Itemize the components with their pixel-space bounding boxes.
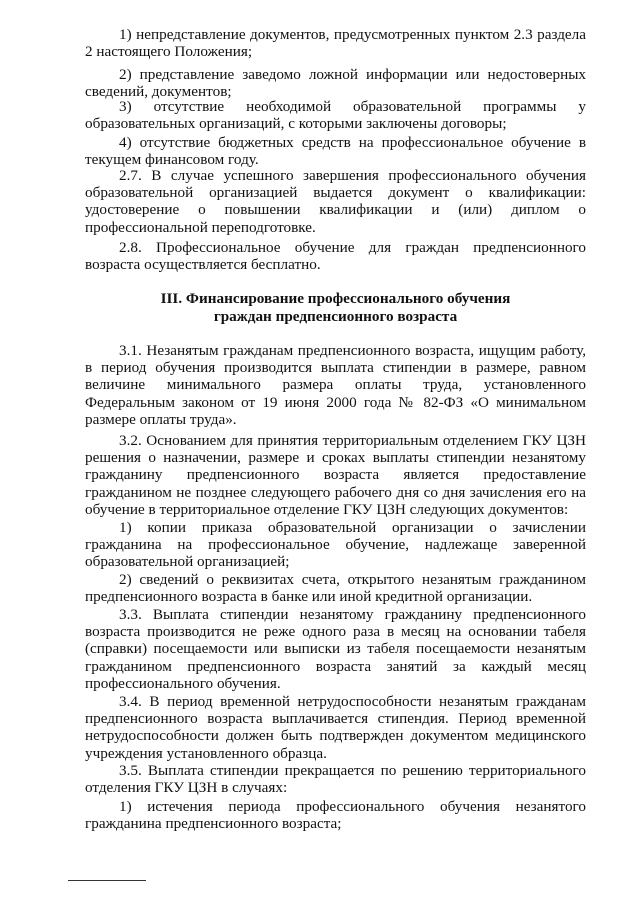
section-heading-line1: III. Финансирование профессионального обучения — [160, 290, 511, 307]
footer-rule — [68, 880, 146, 881]
list-item: 2) представление заведомо ложной информации или недостоверных сведений, документов; — [85, 66, 586, 101]
list-item: 4) отсутствие бюджетных средств на профессиональное обучение в текущем финансовом году. — [85, 134, 586, 169]
paragraph-3-1: 3.1. Незанятым гражданам предпенсионного возраста, ищущим работу, в период обучения производится выплата стипендии в размере, равном величине минимального размера оплаты труда, установленного Федеральным законом от 19 июня 2000 года № 82-ФЗ «О минимальном размере оплаты труда». — [85, 342, 586, 428]
paragraph-3-5-item-1: 1) истечения периода профессионального обучения незанятого гражданина предпенсионного возраста; — [85, 798, 586, 833]
paragraph-3-5: 3.5. Выплата стипендии прекращается по решению территориального отделения ГКУ ЦЗН в случаях: — [85, 762, 586, 797]
paragraph-3-2-item-2: 2) сведений о реквизитах счета, открытого незанятым гражданином предпенсионного возраста в банке или иной кредитной организации. — [85, 571, 586, 606]
paragraph-2-8: 2.8. Профессиональное обучение для граждан предпенсионного возраста осуществляется бесплатно. — [85, 239, 586, 274]
section-heading-line2: граждан предпенсионного возраста — [213, 307, 458, 325]
paragraph-3-3: 3.3. Выплата стипендии незанятому гражданину предпенсионного возраста производится не реже одного раза в месяц на основании табеля (справки) посещаемости или выписки из табеля посещаемости незанятым гражданином предпенсионного возраста занятий за каждый месяц профессионального обучения. — [85, 606, 586, 692]
paragraph-3-2-item-1: 1) копии приказа образовательной организации о зачислении гражданина на профессиональное обучение, надлежаще заверенной образовательной организацией; — [85, 519, 586, 571]
paragraph-3-4: 3.4. В период временной нетрудоспособности незанятым гражданам предпенсионного возраста выплачивается стипендия. Период временной нетрудоспособности должен быть подтвержден документом медицинского учреждения установленного образца. — [85, 693, 586, 762]
list-item: 3) отсутствие необходимой образовательной программы у образовательных организаций, с которыми заключены договоры; — [85, 98, 586, 133]
paragraph-3-2: 3.2. Основанием для принятия территориальным отделением ГКУ ЦЗН решения о назначении, размере и сроках выплаты стипендии незанятому гражданину предпенсионного возраста является предоставление гражданином не позднее следующего рабочего дня со дня зачисления его на обучение в территориальное отделение ГКУ ЦЗН следующих документов: — [85, 432, 586, 518]
paragraph-2-7: 2.7. В случае успешного завершения профессионального обучения образовательной организацией выдается документ о квалификации: удостоверение о повышении квалификации и (или) диплом о профессиональной переподготовке. — [85, 167, 586, 236]
list-item: 1) непредставление документов, предусмотренных пунктом 2.3 раздела 2 настоящего Положения; — [85, 26, 586, 61]
section-heading — [85, 290, 586, 325]
